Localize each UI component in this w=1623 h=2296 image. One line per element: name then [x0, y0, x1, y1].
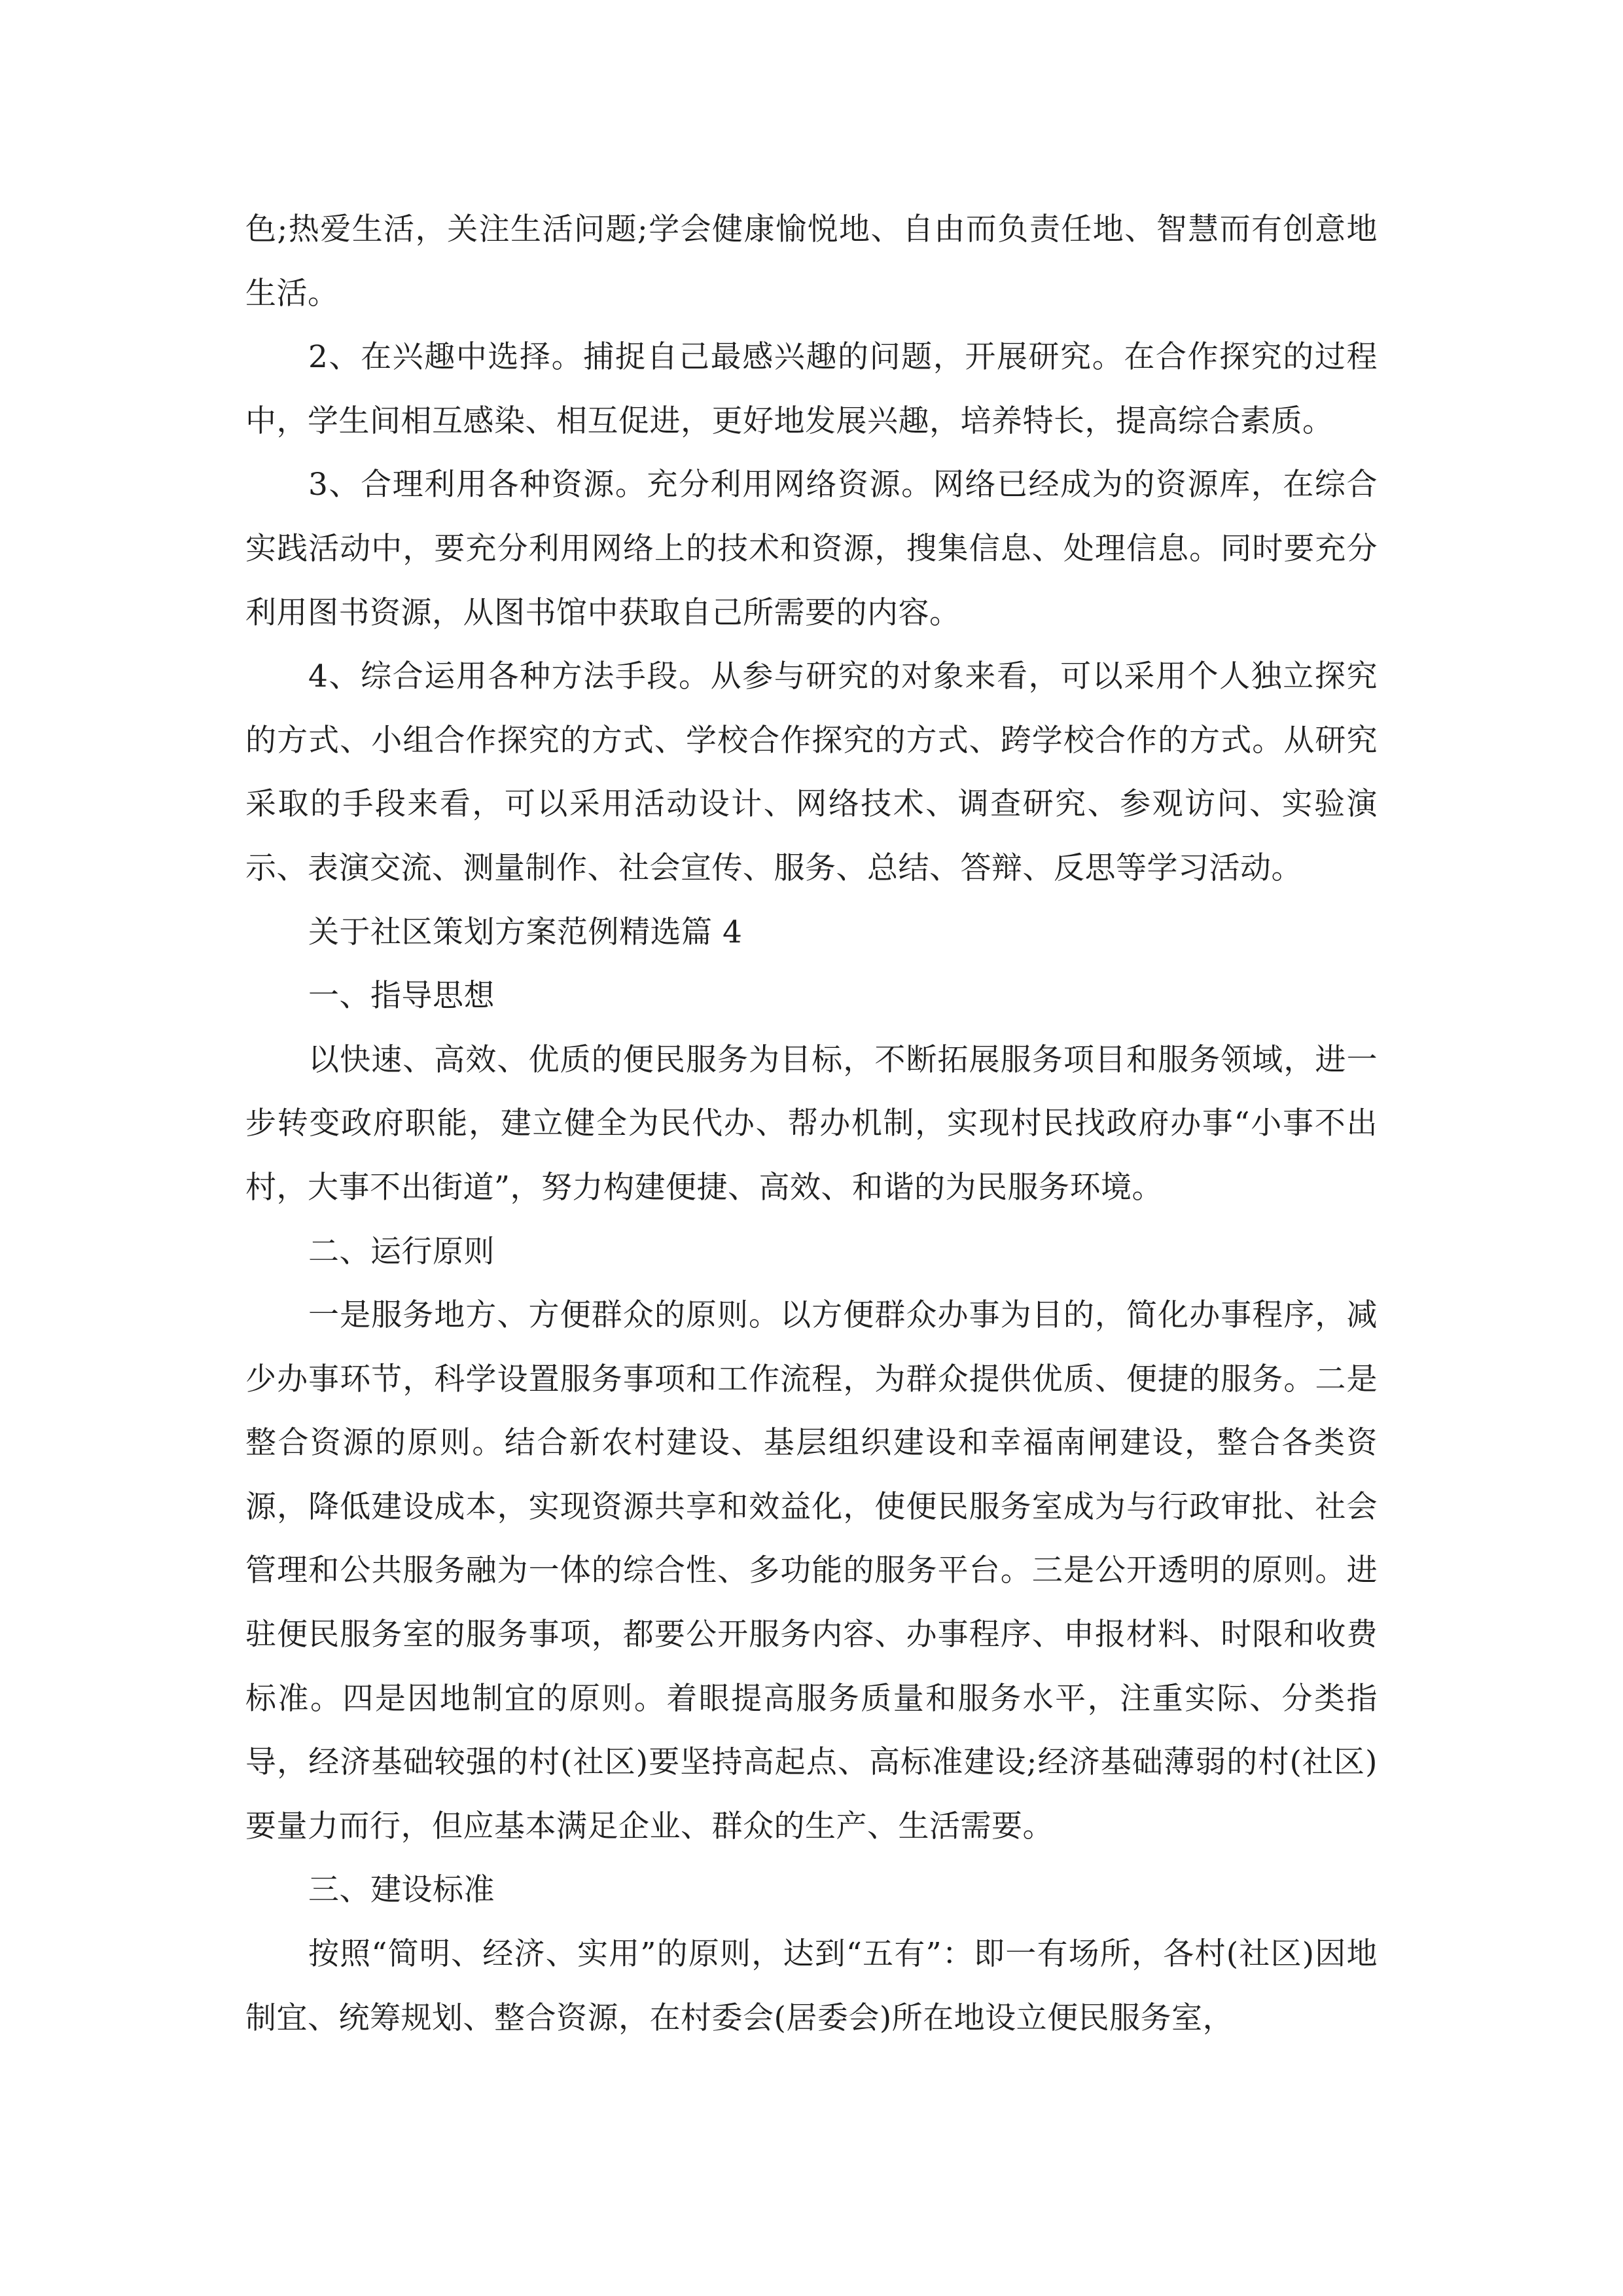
- paragraph-operating-principles: 一是服务地方、方便群众的原则。以方便群众办事为目的，简化办事程序，减少办事环节，科学设置服务事项和工作流程，为群众提供优质、便捷的服务。二是整合资源的原则。结合新农村建设、基层组织建设和幸福南闸建设，整合各类资源，降低建设成本，实现资源共享和效益化，使便民服务室成为与行政审批、社会管理和公共服务融为一体的综合性、多功能的服务平台。三是公开透明的原则。进驻便民服务室的服务事项，都要公开服务内容、办事程序、申报材料、时限和收费标准。四是因地制宜的原则。着眼提高服务质量和服务水平，注重实际、分类指导，经济基础较强的村(社区)要坚持高起点、高标准建设;经济基础薄弱的村(社区)要量力而行，但应基本满足企业、群众的生产、生活需要。: [245, 1297, 1378, 1844]
- paragraph-item-2: 2、在兴趣中选择。捕捉自己最感兴趣的问题，开展研究。在合作探究的过程中，学生间相互感染、相互促进，更好地发展兴趣，培养特长，提高综合素质。: [245, 339, 1378, 439]
- paragraph-guiding-ideology: 以快速、高效、优质的便民服务为目标，不断拓展服务项目和服务领域，进一步转变政府职能，建立健全为民代办、帮办机制，实现村民找政府办事“小事不出村，大事不出街道”，努力构建便捷、高效、和谐的为民服务环境。: [245, 1041, 1378, 1206]
- document-body: [245, 198, 1378, 2050]
- paragraph-construction-standards: 按照“简明、经济、实用”的原则，达到“五有”：即一有场所，各村(社区)因地制宜、统筹规划、整合资源，在村委会(居委会)所在地设立便民服务室，: [245, 1936, 1378, 2036]
- section-title: 关于社区策划方案范例精选篇 4: [308, 914, 743, 950]
- paragraph-item-3: 3、合理利用各种资源。充分利用网络资源。网络已经成为的资源库，在综合实践活动中，要充分利用网络上的技术和资源，搜集信息、处理信息。同时要充分利用图书资源，从图书馆中获取自己所需要的内容。: [245, 467, 1378, 631]
- heading-construction-standards: 三、建设标准: [308, 1872, 495, 1909]
- heading-operating-principles: 二、运行原则: [308, 1233, 495, 1270]
- heading-guiding-ideology: 一、指导思想: [308, 978, 495, 1014]
- paragraph-continuation: 色;热爱生活，关注生活问题;学会健康愉悦地、自由而负责任地、智慧而有创意地生活。: [245, 211, 1378, 312]
- paragraph-item-4: 4、综合运用各种方法手段。从参与研究的对象来看，可以采用个人独立探究的方式、小组合作探究的方式、学校合作探究的方式、跨学校合作的方式。从研究采取的手段来看，可以采用活动设计、网络技术、调查研究、参观访问、实验演示、表演交流、测量制作、社会宣传、服务、总结、答辩、反思等学习活动。: [245, 658, 1378, 886]
